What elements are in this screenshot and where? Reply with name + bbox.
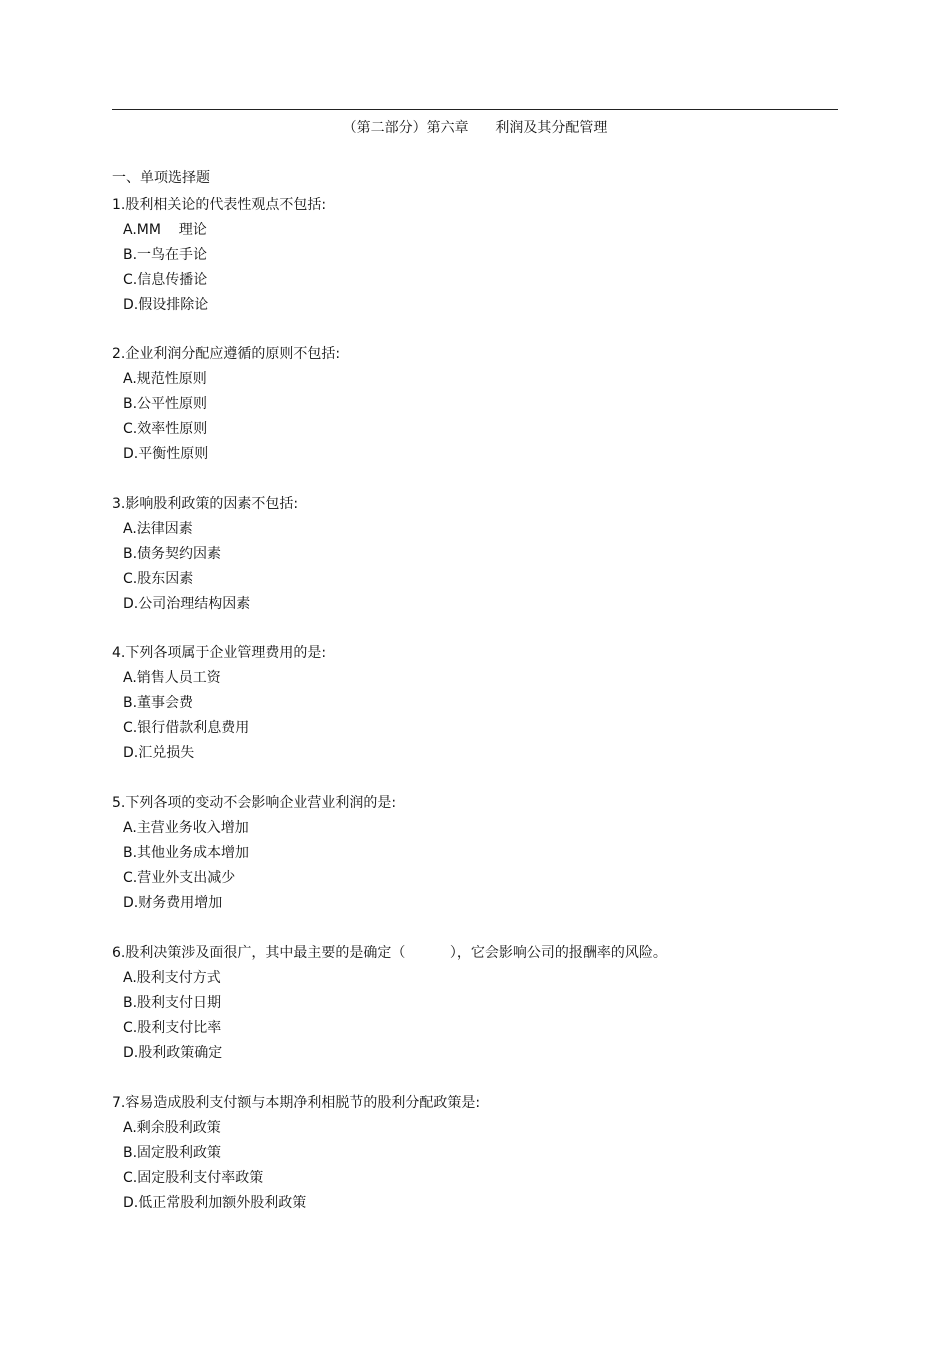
option-b: B.股利支付日期: [123, 995, 222, 1011]
option-a: A.规范性原则: [123, 371, 207, 387]
question-7: [112, 1093, 832, 1218]
option-d: D.平衡性原则: [123, 446, 209, 462]
option-c: C.银行借款利息费用: [123, 720, 250, 736]
question-5: [112, 793, 832, 918]
option-c: C.股利支付比率: [123, 1020, 222, 1036]
option-a: A.股利支付方式: [123, 970, 221, 986]
option-c: C.信息传播论: [123, 272, 208, 288]
question-6: [112, 943, 832, 1068]
option-c: C.股东因素: [123, 571, 194, 587]
question-text: 6.股利决策涉及面很广，其中最主要的是确定（ ），它会影响公司的报酬率的风险。: [112, 945, 667, 961]
question-text: 7.容易造成股利支付额与本期净利相脱节的股利分配政策是:: [112, 1095, 481, 1111]
option-d: D.低正常股利加额外股利政策: [123, 1195, 307, 1211]
option-d: D.财务费用增加: [123, 895, 223, 911]
question-text: 5.下列各项的变动不会影响企业营业利润的是:: [112, 795, 397, 811]
question-3: [112, 494, 832, 619]
question-text: 4.下列各项属于企业管理费用的是:: [112, 645, 327, 661]
option-d: D.股利政策确定: [123, 1045, 223, 1061]
option-d: D.汇兑损失: [123, 745, 195, 761]
header-rule: [112, 109, 838, 110]
option-b: B.公平性原则: [123, 396, 208, 412]
option-d: D.公司治理结构因素: [123, 596, 251, 612]
question-1: [112, 195, 832, 320]
question-text: 1.股利相关论的代表性观点不包括:: [112, 197, 327, 213]
option-a: A.法律因素: [123, 521, 193, 537]
question-text: 3.影响股利政策的因素不包括:: [112, 496, 299, 512]
option-a: A.主营业务收入增加: [123, 820, 249, 836]
option-b: B.董事会费: [123, 695, 194, 711]
option-a: A.MM 理论: [123, 222, 207, 238]
question-2: [112, 344, 832, 469]
page-title: （第二部分）第六章 利润及其分配管理: [342, 120, 608, 136]
option-b: B.一鸟在手论: [123, 247, 208, 263]
option-c: C.效率性原则: [123, 421, 208, 437]
option-b: B.债务契约因素: [123, 546, 222, 562]
option-b: B.固定股利政策: [123, 1145, 222, 1161]
option-c: C.固定股利支付率政策: [123, 1170, 264, 1186]
option-d: D.假设排除论: [123, 297, 209, 313]
section-title: 一、单项选择题: [112, 170, 210, 186]
option-c: C.营业外支出减少: [123, 870, 236, 886]
question-4: [112, 643, 832, 768]
option-b: B.其他业务成本增加: [123, 845, 250, 861]
option-a: A.剩余股利政策: [123, 1120, 221, 1136]
option-a: A.销售人员工资: [123, 670, 221, 686]
question-text: 2.企业利润分配应遵循的原则不包括:: [112, 346, 341, 362]
